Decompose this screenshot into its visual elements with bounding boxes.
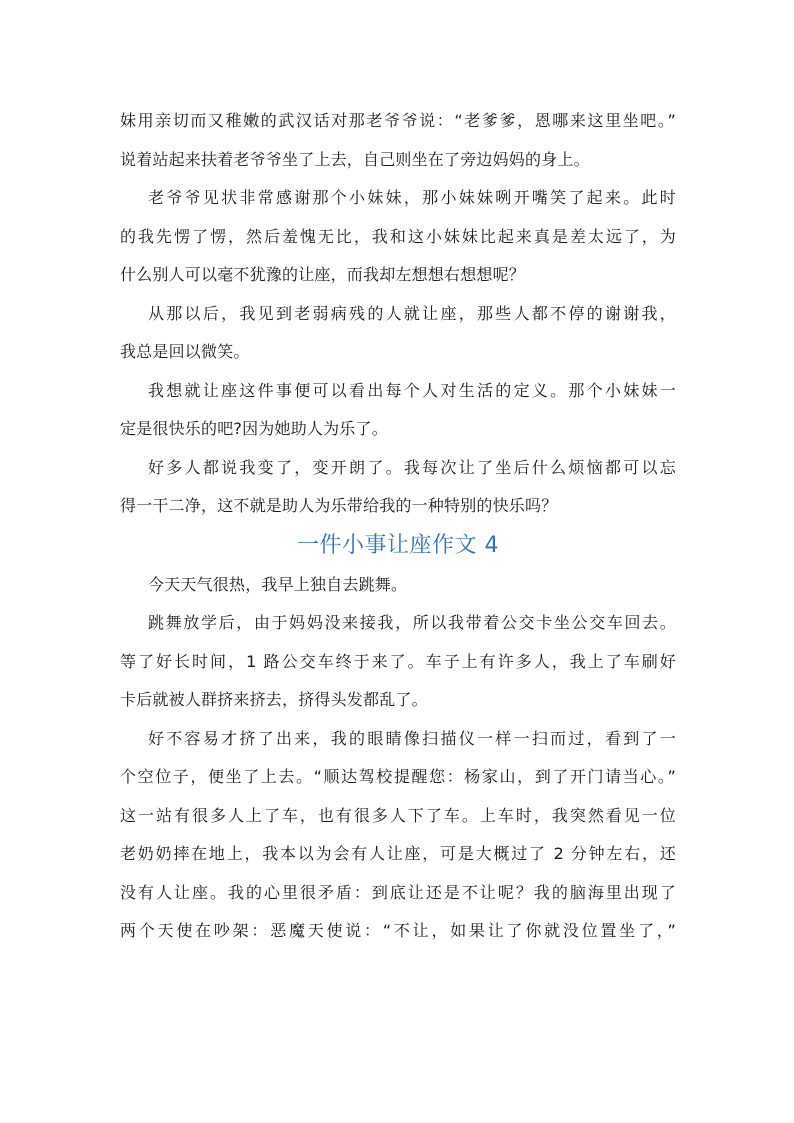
document-page (120, 102, 676, 951)
text-line: 等了好长时间，1 路公交车终于来了。车子上有许多人，我上了车刷好 (120, 651, 676, 671)
paragraph (120, 295, 676, 372)
text-line: 老爷爷见状非常感谢那个小妹妹，那小妹妹咧开嘴笑了起来。此时 (148, 188, 676, 207)
text-line: 没有人让座。我的心里很矛盾：到底让还是不让呢？我的脑海里出现了 (120, 882, 676, 902)
text-line: 好不容易才挤了出来，我的眼睛像扫描仪一样一扫而过，看到了一 (148, 728, 676, 748)
text-line: 两个天使在吵架：恶魔天使说：“不让，如果让了你就没位置坐了，” (120, 921, 676, 940)
text-line: 卡后就被人群挤来挤去，挤得头发都乱了。 (120, 690, 428, 709)
text-line: 今天天气很热，我早上独自去跳舞。 (148, 574, 408, 594)
text-line: 老奶奶摔在地上，我本以为会有人让座，可是大概过了 2 分钟左右，还 (120, 844, 676, 863)
paragraph (120, 179, 676, 295)
text-line: 好多人都说我变了，变开朗了。我每次让了坐后什么烦恼都可以忘 (148, 457, 676, 477)
text-line: 说着站起来扶着老爷爷坐了上去，自己则坐在了旁边妈妈的身上。 (120, 149, 590, 169)
text-line: 的我先愣了愣，然后羞愧无比，我和这小妹妹比起来真是差太远了，为 (120, 226, 676, 246)
text-line: 我想就让座这件事便可以看出每个人对生活的定义。那个小妹妹一 (148, 380, 676, 400)
text-line: 从那以后，我见到老弱病残的人就让座，那些人都不停的谢谢我， (148, 303, 676, 323)
text-line: 我总是回以微笑。 (120, 342, 250, 361)
paragraph (120, 449, 676, 526)
paragraph (120, 102, 676, 179)
paragraph (120, 566, 676, 605)
text-line: 这一站有很多人上了车，也有很多人下了车。上车时，我突然看见一位 (120, 805, 676, 825)
text-line: 个空位子，便坐了上去。“顺达驾校提醒您：杨家山，到了开门请当心。” (120, 767, 676, 786)
paragraph (120, 604, 676, 720)
text-line: 定是很快乐的吧?因为她助人为乐了。 (120, 419, 388, 438)
text-line: 什么别人可以毫不犹豫的让座，而我却左想想右想想呢？ (120, 265, 526, 284)
paragraph (120, 720, 676, 951)
paragraph (120, 372, 676, 449)
text-line: 得一干二净，这不就是助人为乐带给我的一种特别的快乐吗？ (120, 496, 558, 515)
section-heading: 一件小事让座作文 4 (297, 532, 499, 558)
text-line: 跳舞放学后，由于妈妈没来接我，所以我带着公交卡坐公交车回去。 (148, 613, 676, 632)
text-line: 妹用亲切而又稚嫩的武汉话对那老爷爷说：“老爹爹，恩哪来这里坐吧。” (120, 111, 676, 130)
